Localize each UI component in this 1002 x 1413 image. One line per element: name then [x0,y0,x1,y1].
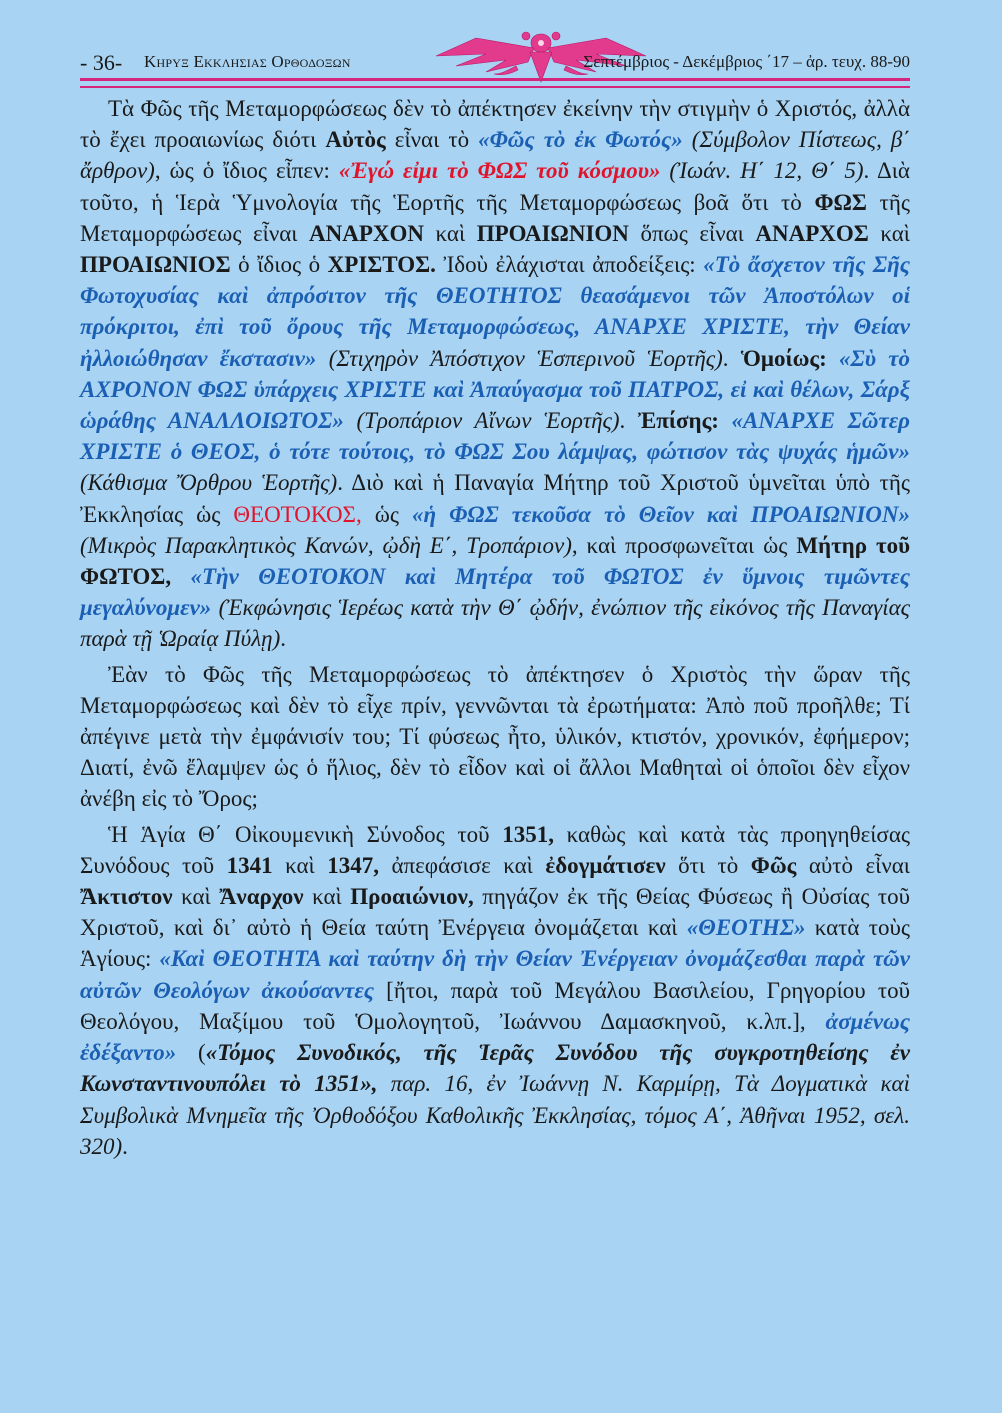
text-segment: «Τόμος Συνοδικός, τῆς Ἱερᾶς Συνόδου τῆς συγκροτηθείσης ἐν Κωνσταντινουπόλει τὸ 1351», [80,1040,910,1097]
journal-title: Κηρυξ Εκκλησιας Ορθοδοξων [144,52,351,71]
text-segment: ἀπεφάσισε καὶ [378,852,546,878]
text-segment: Ἄναρχον [219,884,304,910]
text-segment: ΦΩΣ [814,189,867,215]
text-segment: (Σύμβολον Πίστεως, β΄ ἄρθρον) [80,127,910,184]
text-segment: ΑΝΑΡΧΟΝ [309,220,424,246]
text-segment: «ΘΕΟΤΗΣ» [686,915,806,941]
text-segment [719,408,732,433]
text-segment: ὡς [361,501,412,527]
text-segment: εἶναι τὸ [385,127,479,153]
text-segment [827,346,839,371]
text-segment: ΠΡΟΑΙΩΝΙΟΣ [80,252,231,278]
text-segment: καὶ [424,220,477,246]
text-segment: ὅτι τὸ [665,852,751,878]
text-segment: (Τροπάριον Αἴνων Ἑορτῆς) [343,408,620,434]
text-segment: «Καὶ ΘΕΟΤΗΤΑ καὶ ταύτην δὴ τὴν Θείαν Ἐνέργειαν ὀνομάζεσθαι παρὰ τῶν αὐτῶν Θεολόγων ἀκούσαντες [80,946,910,1003]
text-segment: ὅπως εἶναι [628,220,756,246]
text-segment: «Σὺ τὸ ΑΧΡΟΝΟΝ ΦΩΣ ὑπάρχεις ΧΡΙΣΤΕ καὶ Ἀπαύγασμα τοῦ ΠΑΤΡΟΣ, εἰ καὶ θέλων, Σάρξ ὡράθης ΑΝΑΛΛΟΙΩΤΟΣ» [80,345,911,434]
header-rule-bottom [80,86,910,88]
article-body [80,93,910,1162]
text-segment: Αὐτὸς [325,127,386,153]
text-segment: τῆς Μεταμορφώσεως εἶναι [80,189,910,246]
text-segment: Τὰ Φῶς τῆς Μεταμορφώσεως δὲν τὸ ἀπέκτησεν ἐκείνην τὴν στιγμὴν ὁ Χριστός, ἀλλὰ τὸ ἔχει προαιωνίως διότι [80,96,910,153]
text-segment: [ἤτοι, παρὰ τοῦ Μεγάλου Βασιλείου, Γρηγορίου τοῦ Θεολόγου, Μαξίμου τοῦ Ὁμολογητοῦ, Ἰωάννου Δαμασκηνοῦ, κ.λπ.], [80,977,910,1034]
text-segment: ΧΡΙΣΤΟΣ. [327,252,436,278]
text-segment: «ΑΝΑΡΧΕ Σῶτερ ΧΡΙΣΤΕ ὁ ΘΕΟΣ, ὁ τότε τούτοις, τὸ ΦΩΣ Σου λάμψας, φώτισον τὰς ψυχάς ἡμῶν» [80,408,911,465]
text-segment: . [280,626,287,652]
text-segment: Ἡ Ἁγία Θ΄ Οἰκουμενικὴ Σύνοδος τοῦ [108,821,503,847]
text-segment: «ἡ ΦΩΣ τεκοῦσα τὸ Θεῖον καὶ ΠΡΟΑΙΩΝΙΟΝ» [412,501,911,527]
text-segment: (Μικρὸς Παρακλητικὸς Κανών, ᾠδὴ Ε΄, Τροπάριον) [80,532,572,558]
text-segment: Ἐπίσης: [637,408,719,434]
text-segment: 1347, [327,852,379,878]
text-segment: Ἄκτιστον [80,884,173,910]
text-segment: καὶ [303,884,351,910]
text-segment: . [122,1133,128,1159]
text-segment: ὁ ἴδιος ὁ [230,252,328,278]
text-segment: ΠΡΟΑΙΩΝΙΟΝ [476,220,629,246]
text-segment: 1351, [502,821,554,847]
text-segment: Προαιώνιον, [350,884,474,910]
text-segment: 1341 [226,852,273,878]
text-segment: παρ. 16, ἐν Ἰωάννῃ Ν. Καρμίρῃ, Τὰ Δογματικὰ καὶ Συμβολικὰ Μνημεῖα τῆς Ὀρθοδόξου Καθολικῆς Ἐκκλησίας, τόμος Α΄, Ἀθῆναι 1952, σελ. 320) [80,1071,910,1159]
paragraph [80,819,910,1162]
page-number: - 36- [80,50,123,75]
text-segment: καὶ [272,852,328,878]
text-segment: Ὁμοίως: [740,345,827,371]
text-segment: (Ἰωάν. Η΄ 12, Θ΄ 5) [660,158,864,184]
text-segment: . [619,408,638,434]
text-segment [171,564,190,589]
text-segment: καὶ [868,220,910,246]
paragraph [80,93,910,655]
text-segment: ( [176,1040,206,1066]
text-segment: Φῶς [750,852,797,878]
text-segment: ἀσμένως ἐδέξαντο» [80,1008,910,1066]
text-segment: . [722,345,741,371]
text-segment: , καὶ προσφωνεῖται ὡς [571,532,797,558]
text-segment: Ἐὰν τὸ Φῶς τῆς Μεταμορφώσεως τὸ ἀπέκτησεν ὁ Χριστὸς τὴν ὥραν τῆς Μεταμορφώσεως καὶ δὲν τὸ εἶχε πρίν, γεννῶνται τὰ ἐρωτήματα: Ἀπὸ ποῦ προῆλθε; Τί ἀπέγινε μετὰ τὴν ἐμφάνισίν του; Τί φύσεως ἦτο, ὑλικόν, κτιστόν, χρονικόν, ἐφήμερον; Διατί, ἐνῶ ἔλαμψεν ὡς ὁ ἥλιος, δὲν τὸ εἶδον καὶ οἱ ἄλλοι Μαθηταὶ οἱ ὁποῖοι δὲν εἶχον ἀνέβη εἰς τὸ Ὄρος; [80,661,910,812]
text-segment: (Ἐκφώνησις Ἱερέως κατὰ τὴν Θ΄ ᾠδήν, ἐνώπιον τῆς εἰκόνος τῆς Παναγίας παρὰ τῇ Ὡραίᾳ Πύλῃ) [80,595,910,652]
text-segment: κατὰ τοὺς Ἁγίους: [80,915,910,972]
text-segment: , ὡς ὁ ἴδιος εἶπεν: [154,158,339,184]
text-segment: . Διὸ καὶ ἡ Παναγία Μήτηρ τοῦ Χριστοῦ ὑμνεῖται ὑπὸ τῆς Ἐκκλησίας ὡς [80,470,910,527]
text-segment: Μήτηρ τοῦ ΦΩΤΟΣ, [80,532,911,590]
text-segment: (Στιχηρὸν Ἀπόστιχον Ἑσπερινοῦ Ἑορτῆς) [316,345,723,371]
issue-info: Σεπτέμβριος - Δεκέμβριος ΄17 – ἀρ. τευχ. 88-90 [583,52,910,71]
text-segment: καθὼς καὶ κατὰ τὰς προηγηθείσας Συνόδους τοῦ [80,821,910,878]
text-segment: ἐδογμάτισεν [545,852,666,878]
text-segment: πηγάζον ἐκ τῆς Θείας Φύσεως ἢ Οὐσίας τοῦ Χριστοῦ, καὶ δι᾽ αὐτὸ ἡ Θεία ταύτη Ἐνέργεια ὀνομάζεται καὶ [80,884,910,941]
text-segment: αὐτὸ εἶναι [796,852,910,878]
header-rule-top [80,78,910,81]
paragraph [80,659,910,815]
text-segment: «Τὸ ἄσχετον τῆς Σῆς Φωτοχυσίας καὶ ἀπρόσιτον τῆς ΘΕΟΤΗΤΟΣ θεασάμενοι τῶν Ἀποστόλων οἱ πρόκριτοι, ἐπὶ τοῦ ὄρους τῆς Μεταμορφώσεως, ΑΝΑΡΧΕ ΧΡΙΣΤΕ, τὴν Θείαν ἠλλοιώθησαν ἔκστασιν» [80,252,910,371]
text-segment: «Φῶς τὸ ἐκ Φωτός» [478,127,683,153]
text-segment: (Κάθισμα Ὄρθρου Ἑορτῆς) [80,470,338,496]
text-segment: ΑΝΑΡΧΟΣ [755,220,869,246]
text-segment: «Τὴν ΘΕΟΤΟΚΟΝ καὶ Μητέρα τοῦ ΦΩΤΟΣ ἐν ὕμνοις τιμῶντες μεγαλύνομεν» [80,564,910,621]
text-segment: ΘΕΟΤΟΚΟΣ, [233,501,362,527]
text-segment: «Ἐγώ εἰμι τὸ ΦΩΣ τοῦ κόσμου» [338,158,661,184]
text-segment: . Διὰ τοῦτο, ἡ Ἱερὰ Ὑμνολογία τῆς Ἑορτῆς τῆς Μεταμορφώσεως βοᾶ ὅτι τὸ [80,158,910,215]
text-segment: Ἰδοὺ ἐλάχισται ἀποδείξεις: [435,252,704,278]
text-segment: καὶ [172,884,220,910]
